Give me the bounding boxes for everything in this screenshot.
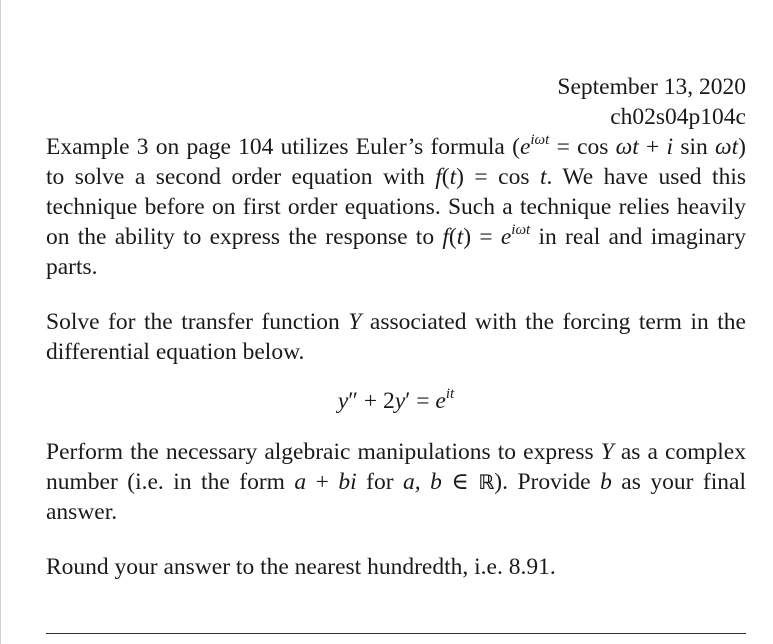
p1-math-t-2: t xyxy=(539,164,547,190)
p1-text-11: in real and imaginary parts. xyxy=(46,224,746,280)
eq-plus-two: + 2 xyxy=(358,388,395,414)
p1-math-i: i xyxy=(666,134,674,160)
p1-math-exponent-2: iωt xyxy=(511,222,531,238)
p1-text-2: = cos xyxy=(549,134,616,160)
document-content xyxy=(46,72,746,582)
eq-exponent: it xyxy=(445,386,455,402)
p3-math-ab: a, b xyxy=(403,469,442,495)
p1-text-1: Example 3 on page 104 utilizes Euler’s formula ( xyxy=(46,134,520,160)
eq-y: y xyxy=(337,388,349,414)
p3-math-a: a xyxy=(294,469,307,495)
p1-math-f: f xyxy=(435,164,442,190)
paragraph-euler-intro xyxy=(46,132,746,282)
p1-text-5: ) to solve a second order equation with xyxy=(46,134,746,190)
date-line: September 13, 2020 xyxy=(557,74,746,100)
p1-math-omega-t: ωt xyxy=(615,134,639,160)
p1-text-7: ) = cos xyxy=(456,164,540,190)
spacer xyxy=(46,527,746,552)
eq-double-prime: ″ xyxy=(348,388,359,414)
p2-math-Y: Y xyxy=(348,309,362,335)
p2-text-1: Solve for the transfer function xyxy=(46,309,349,335)
bottom-rule xyxy=(46,633,746,634)
p3-math-bi: bi xyxy=(338,469,357,495)
p1-math-t-3: t xyxy=(456,224,464,250)
paragraph-rounding: Round your answer to the nearest hundredth, i.e. 8.91. xyxy=(46,554,556,580)
p3-text-5: as your final answer. xyxy=(46,469,746,525)
p1-text-4: sin xyxy=(673,134,716,160)
p1-text-3: + xyxy=(638,134,667,160)
p1-text-6: ( xyxy=(441,164,450,190)
p3-math-plus: + xyxy=(306,469,339,495)
p1-math-omega-t-2: ωt xyxy=(715,134,739,160)
p3-text-3: for xyxy=(356,469,404,495)
paragraph-complex-form xyxy=(46,437,746,527)
p3-text-4: ). Provide xyxy=(494,469,601,495)
spacer xyxy=(46,282,746,307)
p3-text-1: Perform the necessary algebraic manipulations to express xyxy=(46,439,601,465)
paragraph-transfer-function xyxy=(46,307,746,367)
p3-math-Y: Y xyxy=(600,439,614,465)
p3-math-element-of: ∈ xyxy=(441,469,479,495)
p1-math-e: e xyxy=(519,134,531,160)
p3-math-reals: ℝ xyxy=(478,470,495,494)
eq-equals: = xyxy=(410,388,436,414)
p1-text-9: ( xyxy=(448,224,457,250)
p2-text-2: associated with the forcing term in the differential equation below. xyxy=(46,309,746,365)
p1-text-10: ) = xyxy=(463,224,501,250)
p1-math-e-2: e xyxy=(500,224,512,250)
p1-text-8: . We have used this technique before on first order equations. Such a technique relies heavily on the ability to express the response to xyxy=(46,164,746,250)
eq-prime: ′ xyxy=(405,388,411,414)
p1-math-f-2: f xyxy=(442,224,449,250)
p1-math-t: t xyxy=(449,164,457,190)
problem-id-line: ch02s04p104c xyxy=(610,104,746,130)
p1-math-exponent: iωt xyxy=(530,132,550,148)
p3-math-b: b xyxy=(600,469,612,495)
eq-e: e xyxy=(435,388,446,414)
differential-equation xyxy=(46,386,746,416)
eq-y-2: y xyxy=(394,388,406,414)
p3-text-2: as a complex number (i.e. in the form xyxy=(46,439,746,495)
